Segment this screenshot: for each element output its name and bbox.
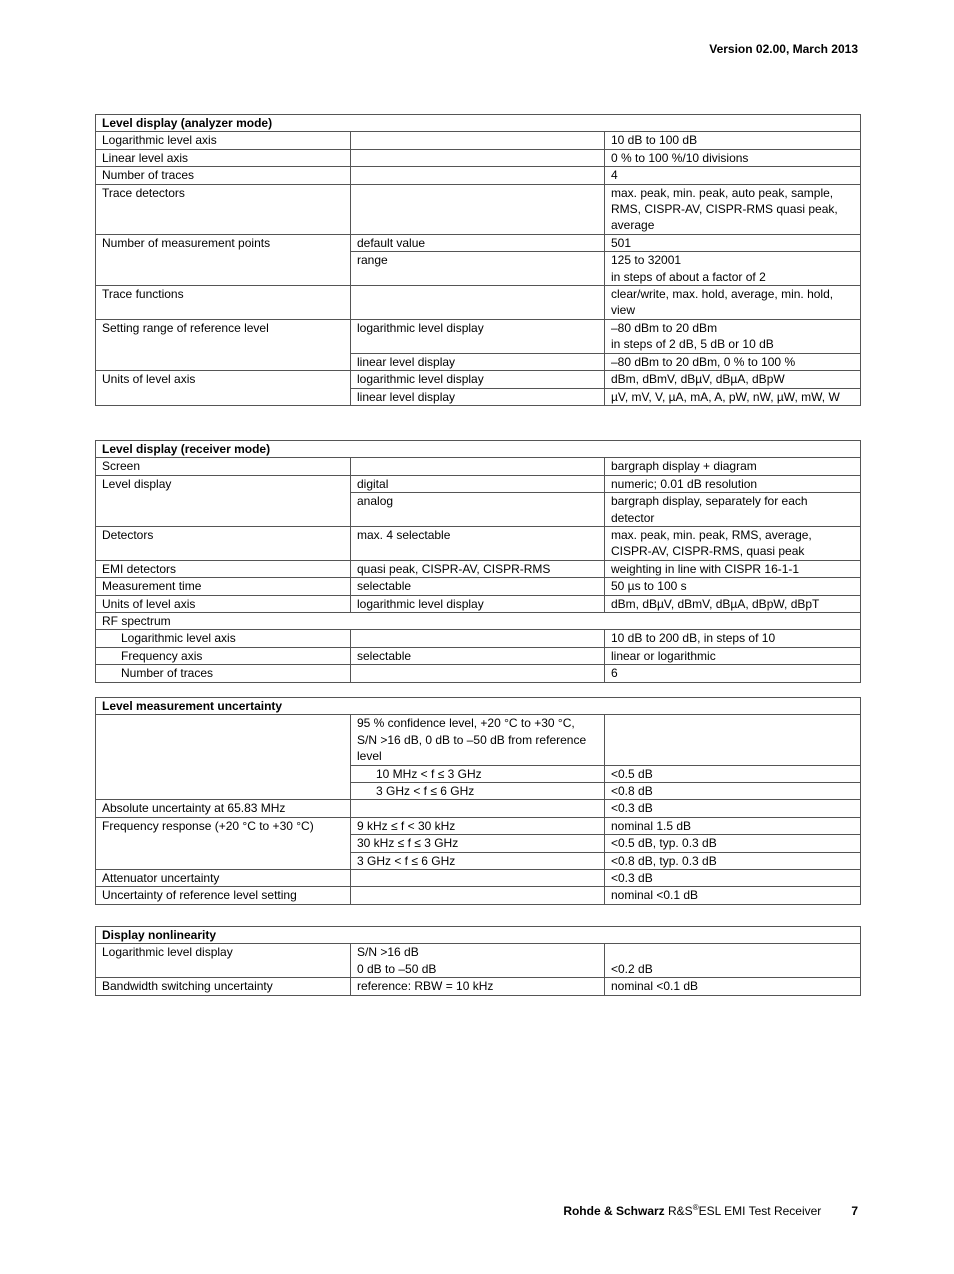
table-row (96, 475, 861, 492)
param-value: dBm, dBµV, dBmV, dBµA, dBpW, dBpT (605, 595, 861, 612)
param-value: numeric; 0.01 dB resolution (605, 475, 861, 492)
param-condition: max. 4 selectable (351, 527, 605, 561)
param-value: max. peak, min. peak, RMS, average, CISPR-AV, CISPR-RMS, quasi peak (605, 527, 861, 561)
param-condition: linear level display (351, 353, 605, 370)
brand-name: Rohde & Schwarz (563, 1204, 665, 1218)
page-number: 7 (851, 1204, 858, 1218)
table-row (96, 870, 861, 887)
table-row (96, 578, 861, 595)
table-row (96, 286, 861, 320)
receiver-level-display-table (95, 440, 861, 683)
param-value: 501 (605, 234, 861, 251)
param-condition: logarithmic level display (351, 319, 605, 353)
table-title: Level display (receiver mode) (96, 441, 861, 458)
table-row (96, 978, 861, 995)
param-label: Frequency axis (96, 647, 351, 664)
section-label: RF spectrum (96, 613, 861, 630)
param-condition: default value (351, 234, 605, 251)
table-row (96, 149, 861, 166)
param-value: weighting in line with CISPR 16-1-1 (605, 560, 861, 577)
display-nonlinearity-table (95, 926, 861, 996)
param-label: Level display (96, 475, 351, 492)
param-value: bargraph display + diagram (605, 458, 861, 475)
param-label: Linear level axis (96, 149, 351, 166)
product-prefix: R&S (664, 1204, 693, 1218)
table-row (96, 944, 861, 978)
param-value: bargraph display, separately for each detector (605, 493, 861, 527)
table-title: Level measurement uncertainty (96, 698, 861, 715)
table-row (96, 835, 861, 852)
param-value: 50 µs to 100 s (605, 578, 861, 595)
table-row (96, 371, 861, 388)
table-row (96, 388, 861, 405)
param-value: clear/write, max. hold, average, min. hold, view (605, 286, 861, 320)
table-row (96, 800, 861, 817)
param-label: Logarithmic level axis (96, 630, 351, 647)
param-value: <0.5 dB, typ. 0.3 dB (605, 835, 861, 852)
page-footer (563, 1204, 858, 1218)
param-label: Frequency response (+20 °C to +30 °C) (96, 817, 351, 834)
param-value: nominal 1.5 dB (605, 817, 861, 834)
param-value: µV, mV, V, µA, mA, A, pW, nW, µW, mW, W (605, 388, 861, 405)
param-condition: 10 MHz < f ≤ 3 GHz (351, 765, 605, 782)
table-title: Level display (analyzer mode) (96, 115, 861, 132)
param-value: –80 dBm to 20 dBm, 0 % to 100 % (605, 353, 861, 370)
table-row (96, 319, 861, 353)
param-label: Number of traces (96, 167, 351, 184)
table-row (96, 458, 861, 475)
param-value: 6 (605, 665, 861, 682)
table-row (96, 715, 861, 765)
param-condition: logarithmic level display (351, 371, 605, 388)
param-label: Setting range of reference level (96, 319, 351, 353)
param-value: 4 (605, 167, 861, 184)
param-condition: logarithmic level display (351, 595, 605, 612)
param-label: Number of traces (96, 665, 351, 682)
level-uncertainty-table (95, 697, 861, 905)
param-condition: 30 kHz ≤ f ≤ 3 GHz (351, 835, 605, 852)
table-row (96, 184, 861, 234)
table-title: Display nonlinearity (96, 927, 861, 944)
param-value: <0.2 dB (605, 944, 861, 978)
param-condition: quasi peak, CISPR-AV, CISPR-RMS (351, 560, 605, 577)
param-label: Screen (96, 458, 351, 475)
product-name: ESL EMI Test Receiver (698, 1204, 822, 1218)
table-row (96, 132, 861, 149)
param-label: Units of level axis (96, 371, 351, 388)
table-row (96, 647, 861, 664)
param-label: Attenuator uncertainty (96, 870, 351, 887)
table-row (96, 783, 861, 800)
param-label: Measurement time (96, 578, 351, 595)
param-value: 0 % to 100 %/10 divisions (605, 149, 861, 166)
param-value: 125 to 32001 in steps of about a factor of 2 (605, 252, 861, 286)
param-value: nominal <0.1 dB (605, 978, 861, 995)
param-condition: 95 % confidence level, +20 °C to +30 °C, S/N >16 dB, 0 dB to –50 dB from reference level (351, 715, 605, 765)
param-condition: selectable (351, 578, 605, 595)
param-label: Logarithmic level display (96, 944, 351, 978)
table-row (96, 630, 861, 647)
param-value: <0.3 dB (605, 870, 861, 887)
analyzer-level-display-table (95, 114, 861, 406)
param-value: max. peak, min. peak, auto peak, sample, RMS, CISPR-AV, CISPR-RMS quasi peak, average (605, 184, 861, 234)
param-condition: range (351, 252, 605, 286)
param-condition: 9 kHz ≤ f < 30 kHz (351, 817, 605, 834)
param-condition: analog (351, 493, 605, 527)
param-value: <0.5 dB (605, 765, 861, 782)
table-row (96, 167, 861, 184)
param-condition: S/N >16 dB 0 dB to –50 dB (351, 944, 605, 978)
param-label: Absolute uncertainty at 65.83 MHz (96, 800, 351, 817)
param-condition: digital (351, 475, 605, 492)
table-row (96, 353, 861, 370)
table-row (96, 613, 861, 630)
param-label: Trace functions (96, 286, 351, 320)
param-value: <0.8 dB, typ. 0.3 dB (605, 852, 861, 869)
param-value: dBm, dBmV, dBµV, dBµA, dBpW (605, 371, 861, 388)
param-value: <0.8 dB (605, 783, 861, 800)
table-row (96, 560, 861, 577)
version-label: Version 02.00, March 2013 (709, 42, 858, 56)
param-label: Logarithmic level axis (96, 132, 351, 149)
table-row (96, 527, 861, 561)
param-condition: 3 GHz < f ≤ 6 GHz (351, 852, 605, 869)
table-row (96, 852, 861, 869)
registered-mark: ® (692, 1203, 699, 1212)
table-row (96, 765, 861, 782)
table-row (96, 887, 861, 904)
table-row (96, 252, 861, 286)
param-label: Bandwidth switching uncertainty (96, 978, 351, 995)
param-condition: reference: RBW = 10 kHz (351, 978, 605, 995)
param-value: 10 dB to 200 dB, in steps of 10 (605, 630, 861, 647)
param-label: Uncertainty of reference level setting (96, 887, 351, 904)
param-label: Detectors (96, 527, 351, 561)
param-condition: 3 GHz < f ≤ 6 GHz (351, 783, 605, 800)
table-row (96, 817, 861, 834)
param-label: Units of level axis (96, 595, 351, 612)
param-label: EMI detectors (96, 560, 351, 577)
param-value: –80 dBm to 20 dBm in steps of 2 dB, 5 dB or 10 dB (605, 319, 861, 353)
table-row (96, 234, 861, 251)
param-value: nominal <0.1 dB (605, 887, 861, 904)
table-row (96, 493, 861, 527)
param-condition: selectable (351, 647, 605, 664)
table-row (96, 665, 861, 682)
param-label: Number of measurement points (96, 234, 351, 251)
param-condition: linear level display (351, 388, 605, 405)
param-value: 10 dB to 100 dB (605, 132, 861, 149)
param-value: <0.3 dB (605, 800, 861, 817)
param-label: Trace detectors (96, 184, 351, 234)
param-value: linear or logarithmic (605, 647, 861, 664)
table-row (96, 595, 861, 612)
